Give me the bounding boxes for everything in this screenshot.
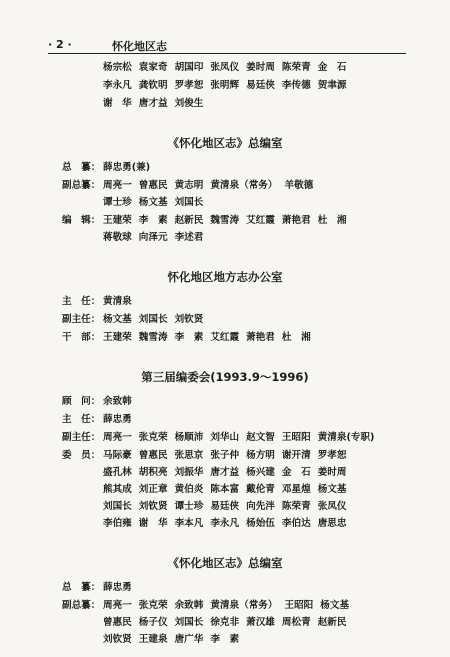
person-name: 萧艳君 — [281, 215, 311, 226]
person-name: 刘华山 — [210, 432, 240, 443]
name-row — [0, 633, 450, 647]
name-row — [0, 231, 450, 245]
person-name: 艾红霞 — [246, 215, 275, 226]
person-name: 刘振华 — [174, 467, 204, 478]
person-name: 曾惠民 — [138, 180, 168, 191]
person-name: 艾红霞 — [210, 332, 240, 343]
person-name: 刘钦贤 — [138, 501, 168, 512]
running-title: 怀化地区志 — [112, 40, 167, 53]
role-label: 主 任： — [62, 414, 101, 425]
section-title: 《怀化地区志》总编室 — [167, 556, 283, 570]
person-name: 唐才益 — [138, 98, 168, 109]
person-name: 盛孔林 — [103, 467, 132, 478]
name-row — [0, 413, 450, 427]
person-name: 李本凡 — [174, 518, 204, 529]
person-name: 向泽元 — [138, 232, 168, 243]
person-name: 张凤仪 — [317, 501, 347, 512]
name-row — [0, 581, 450, 595]
person-name: 杨文基 — [320, 600, 350, 611]
role-label: 委 员： — [62, 450, 101, 461]
person-name: 张思京 — [174, 450, 204, 461]
person-name: 刘俊生 — [174, 98, 204, 109]
person-name: 杨文基 — [317, 484, 347, 495]
person-name: 周亮一 — [103, 600, 132, 611]
person-name: 谢开清 — [281, 450, 311, 461]
person-name: 李伯雍 — [103, 518, 132, 529]
person-name: 龚钦明 — [138, 80, 168, 91]
name-row — [0, 61, 450, 75]
name-row — [0, 483, 450, 497]
role-label: 顾 问： — [62, 396, 101, 407]
person-name: 张子仲 — [210, 450, 240, 461]
name-list — [103, 196, 210, 210]
person-name: 萧艳君 — [246, 332, 275, 343]
person-name: 周亮一 — [103, 432, 132, 443]
name-row — [0, 295, 450, 309]
person-name: 李 素 — [210, 634, 240, 645]
name-list — [103, 231, 210, 245]
person-name: 易廷侠 — [246, 80, 275, 91]
role-label: 副主任： — [62, 314, 101, 325]
person-name: 蒋敬球 — [103, 232, 132, 243]
name-list — [103, 214, 353, 228]
section-title: 第三届编委会(1993.9～1996) — [141, 370, 309, 384]
person-name: 罗孝恕 — [317, 450, 347, 461]
person-name: 胡国印 — [174, 62, 204, 73]
person-name: 王建泉 — [138, 634, 168, 645]
name-row — [0, 616, 450, 630]
person-name: 李 素 — [138, 215, 168, 226]
name-list — [103, 431, 381, 445]
person-name: 刘国长 — [138, 314, 168, 325]
person-name: 黄伯炎 — [174, 484, 204, 495]
person-name: 杨宗松 — [103, 62, 132, 73]
person-name: 罗孝恕 — [174, 80, 204, 91]
person-name: 薛忠勇 — [103, 582, 132, 593]
name-row — [0, 97, 450, 111]
name-row — [0, 214, 450, 228]
person-name: 王建荣 — [103, 215, 132, 226]
name-list — [103, 179, 320, 193]
person-name: 杨文基 — [103, 314, 132, 325]
name-row — [0, 500, 450, 514]
person-name: 黄清泉(专职) — [317, 432, 375, 443]
person-name: 李永凡 — [103, 80, 132, 91]
person-name: 赵文智 — [246, 432, 275, 443]
page-number: · 2 · — [48, 38, 72, 51]
person-name: 贺聿源 — [317, 80, 347, 91]
name-list — [103, 449, 353, 463]
person-name: 谢 华 — [103, 98, 132, 109]
person-name: 向先泮 — [246, 501, 275, 512]
person-name: 曾惠民 — [138, 450, 168, 461]
name-list — [103, 633, 246, 647]
name-list — [103, 395, 139, 409]
person-name: 余致韩 — [103, 396, 132, 407]
person-name: 杜 湘 — [317, 215, 347, 226]
person-name: 杨顺沛 — [174, 432, 204, 443]
name-list — [103, 79, 353, 93]
name-row — [0, 331, 450, 345]
name-list — [103, 616, 353, 630]
role-label: 编 辑： — [62, 215, 101, 226]
person-name: 唐广华 — [174, 634, 204, 645]
person-name: 邓星煌 — [281, 484, 311, 495]
name-row — [0, 161, 450, 175]
person-name: 张凤仪 — [210, 62, 240, 73]
person-name: 谢 华 — [138, 518, 168, 529]
person-name: 黄清泉 — [103, 296, 132, 307]
name-row — [0, 313, 450, 327]
person-name: 黄清泉（常务） — [210, 180, 278, 191]
name-list — [103, 483, 353, 497]
person-name: 王建荣 — [103, 332, 132, 343]
person-name: 魏雪涛 — [210, 215, 240, 226]
name-row — [0, 79, 450, 93]
person-name: 袁家奇 — [138, 62, 168, 73]
person-name: 张明辉 — [210, 80, 240, 91]
person-name: 羊敬德 — [284, 180, 314, 191]
person-name: 魏雪涛 — [138, 332, 168, 343]
person-name: 李传德 — [281, 80, 311, 91]
person-name: 张克荣 — [138, 432, 168, 443]
person-name: 王昭阳 — [284, 600, 314, 611]
person-name: 赵新民 — [174, 215, 204, 226]
section-title: 怀化地区地方志办公室 — [167, 270, 283, 284]
person-name: 谭士珍 — [174, 501, 204, 512]
name-row — [0, 196, 450, 210]
person-name: 姜时周 — [317, 467, 347, 478]
person-name: 熊其成 — [103, 484, 132, 495]
person-name: 陈本富 — [210, 484, 240, 495]
person-name: 刘国长 — [103, 501, 132, 512]
person-name: 杨方明 — [246, 450, 275, 461]
person-name: 谭士珍 — [103, 197, 132, 208]
person-name: 薛忠勇 — [103, 414, 132, 425]
person-name: 刘国长 — [174, 197, 204, 208]
person-name: 薛忠勇(兼) — [103, 162, 151, 173]
person-name: 易廷侠 — [210, 501, 240, 512]
person-name: 黄清泉（常务） — [210, 600, 278, 611]
person-name: 余致韩 — [174, 600, 204, 611]
person-name: 刘国长 — [174, 617, 204, 628]
person-name: 金 石 — [281, 467, 311, 478]
person-name: 陈荣青 — [281, 62, 311, 73]
name-list — [103, 313, 210, 327]
person-name: 杨子仪 — [138, 617, 168, 628]
name-list — [103, 599, 356, 613]
person-name: 唐思忠 — [317, 518, 347, 529]
person-name: 李述君 — [174, 232, 204, 243]
name-list — [103, 581, 139, 595]
name-list — [103, 61, 353, 75]
person-name: 黄志明 — [174, 180, 204, 191]
person-name: 李 素 — [174, 332, 204, 343]
person-name: 唐才益 — [210, 467, 240, 478]
role-label: 总 纂： — [62, 582, 101, 593]
name-row — [0, 431, 450, 445]
person-name: 张克荣 — [138, 600, 168, 611]
person-name: 姜时周 — [246, 62, 275, 73]
section-title: 《怀化地区志》总编室 — [167, 136, 283, 150]
name-list — [103, 97, 210, 111]
person-name: 周亮一 — [103, 180, 132, 191]
person-name: 刘正章 — [138, 484, 168, 495]
name-row — [0, 466, 450, 480]
name-row — [0, 449, 450, 463]
name-row — [0, 395, 450, 409]
person-name: 李伯达 — [281, 518, 311, 529]
person-name: 陈荣青 — [281, 501, 311, 512]
header-rule — [48, 53, 406, 54]
person-name: 杜 湘 — [281, 332, 311, 343]
person-name: 杨始伍 — [246, 518, 275, 529]
role-label: 主 任： — [62, 296, 101, 307]
name-list — [103, 331, 318, 345]
person-name: 曾惠民 — [103, 617, 132, 628]
person-name: 徐克非 — [210, 617, 240, 628]
role-label: 总 纂： — [62, 162, 101, 173]
running-header — [48, 38, 408, 52]
person-name: 刘钦贤 — [174, 314, 204, 325]
person-name: 金 石 — [317, 62, 347, 73]
role-label: 副主任： — [62, 432, 101, 443]
person-name: 王昭阳 — [281, 432, 311, 443]
person-name: 萧汉雄 — [246, 617, 275, 628]
role-label: 干 部： — [62, 332, 101, 343]
name-row — [0, 517, 450, 531]
name-list — [103, 413, 139, 427]
person-name: 马际豪 — [103, 450, 132, 461]
person-name: 李永凡 — [210, 518, 240, 529]
person-name: 赵新民 — [317, 617, 347, 628]
name-row — [0, 179, 450, 193]
role-label: 副总纂： — [62, 180, 101, 191]
name-list — [103, 500, 353, 514]
person-name: 戴伦青 — [246, 484, 275, 495]
name-list — [103, 517, 353, 531]
name-list — [103, 466, 353, 480]
person-name: 杨文基 — [138, 197, 168, 208]
name-list — [103, 161, 157, 175]
person-name: 杨兴建 — [246, 467, 275, 478]
name-list — [103, 295, 139, 309]
name-row — [0, 599, 450, 613]
person-name: 周松青 — [281, 617, 311, 628]
person-name: 胡积亮 — [138, 467, 168, 478]
person-name: 刘钦贤 — [103, 634, 132, 645]
role-label: 副总纂： — [62, 600, 101, 611]
